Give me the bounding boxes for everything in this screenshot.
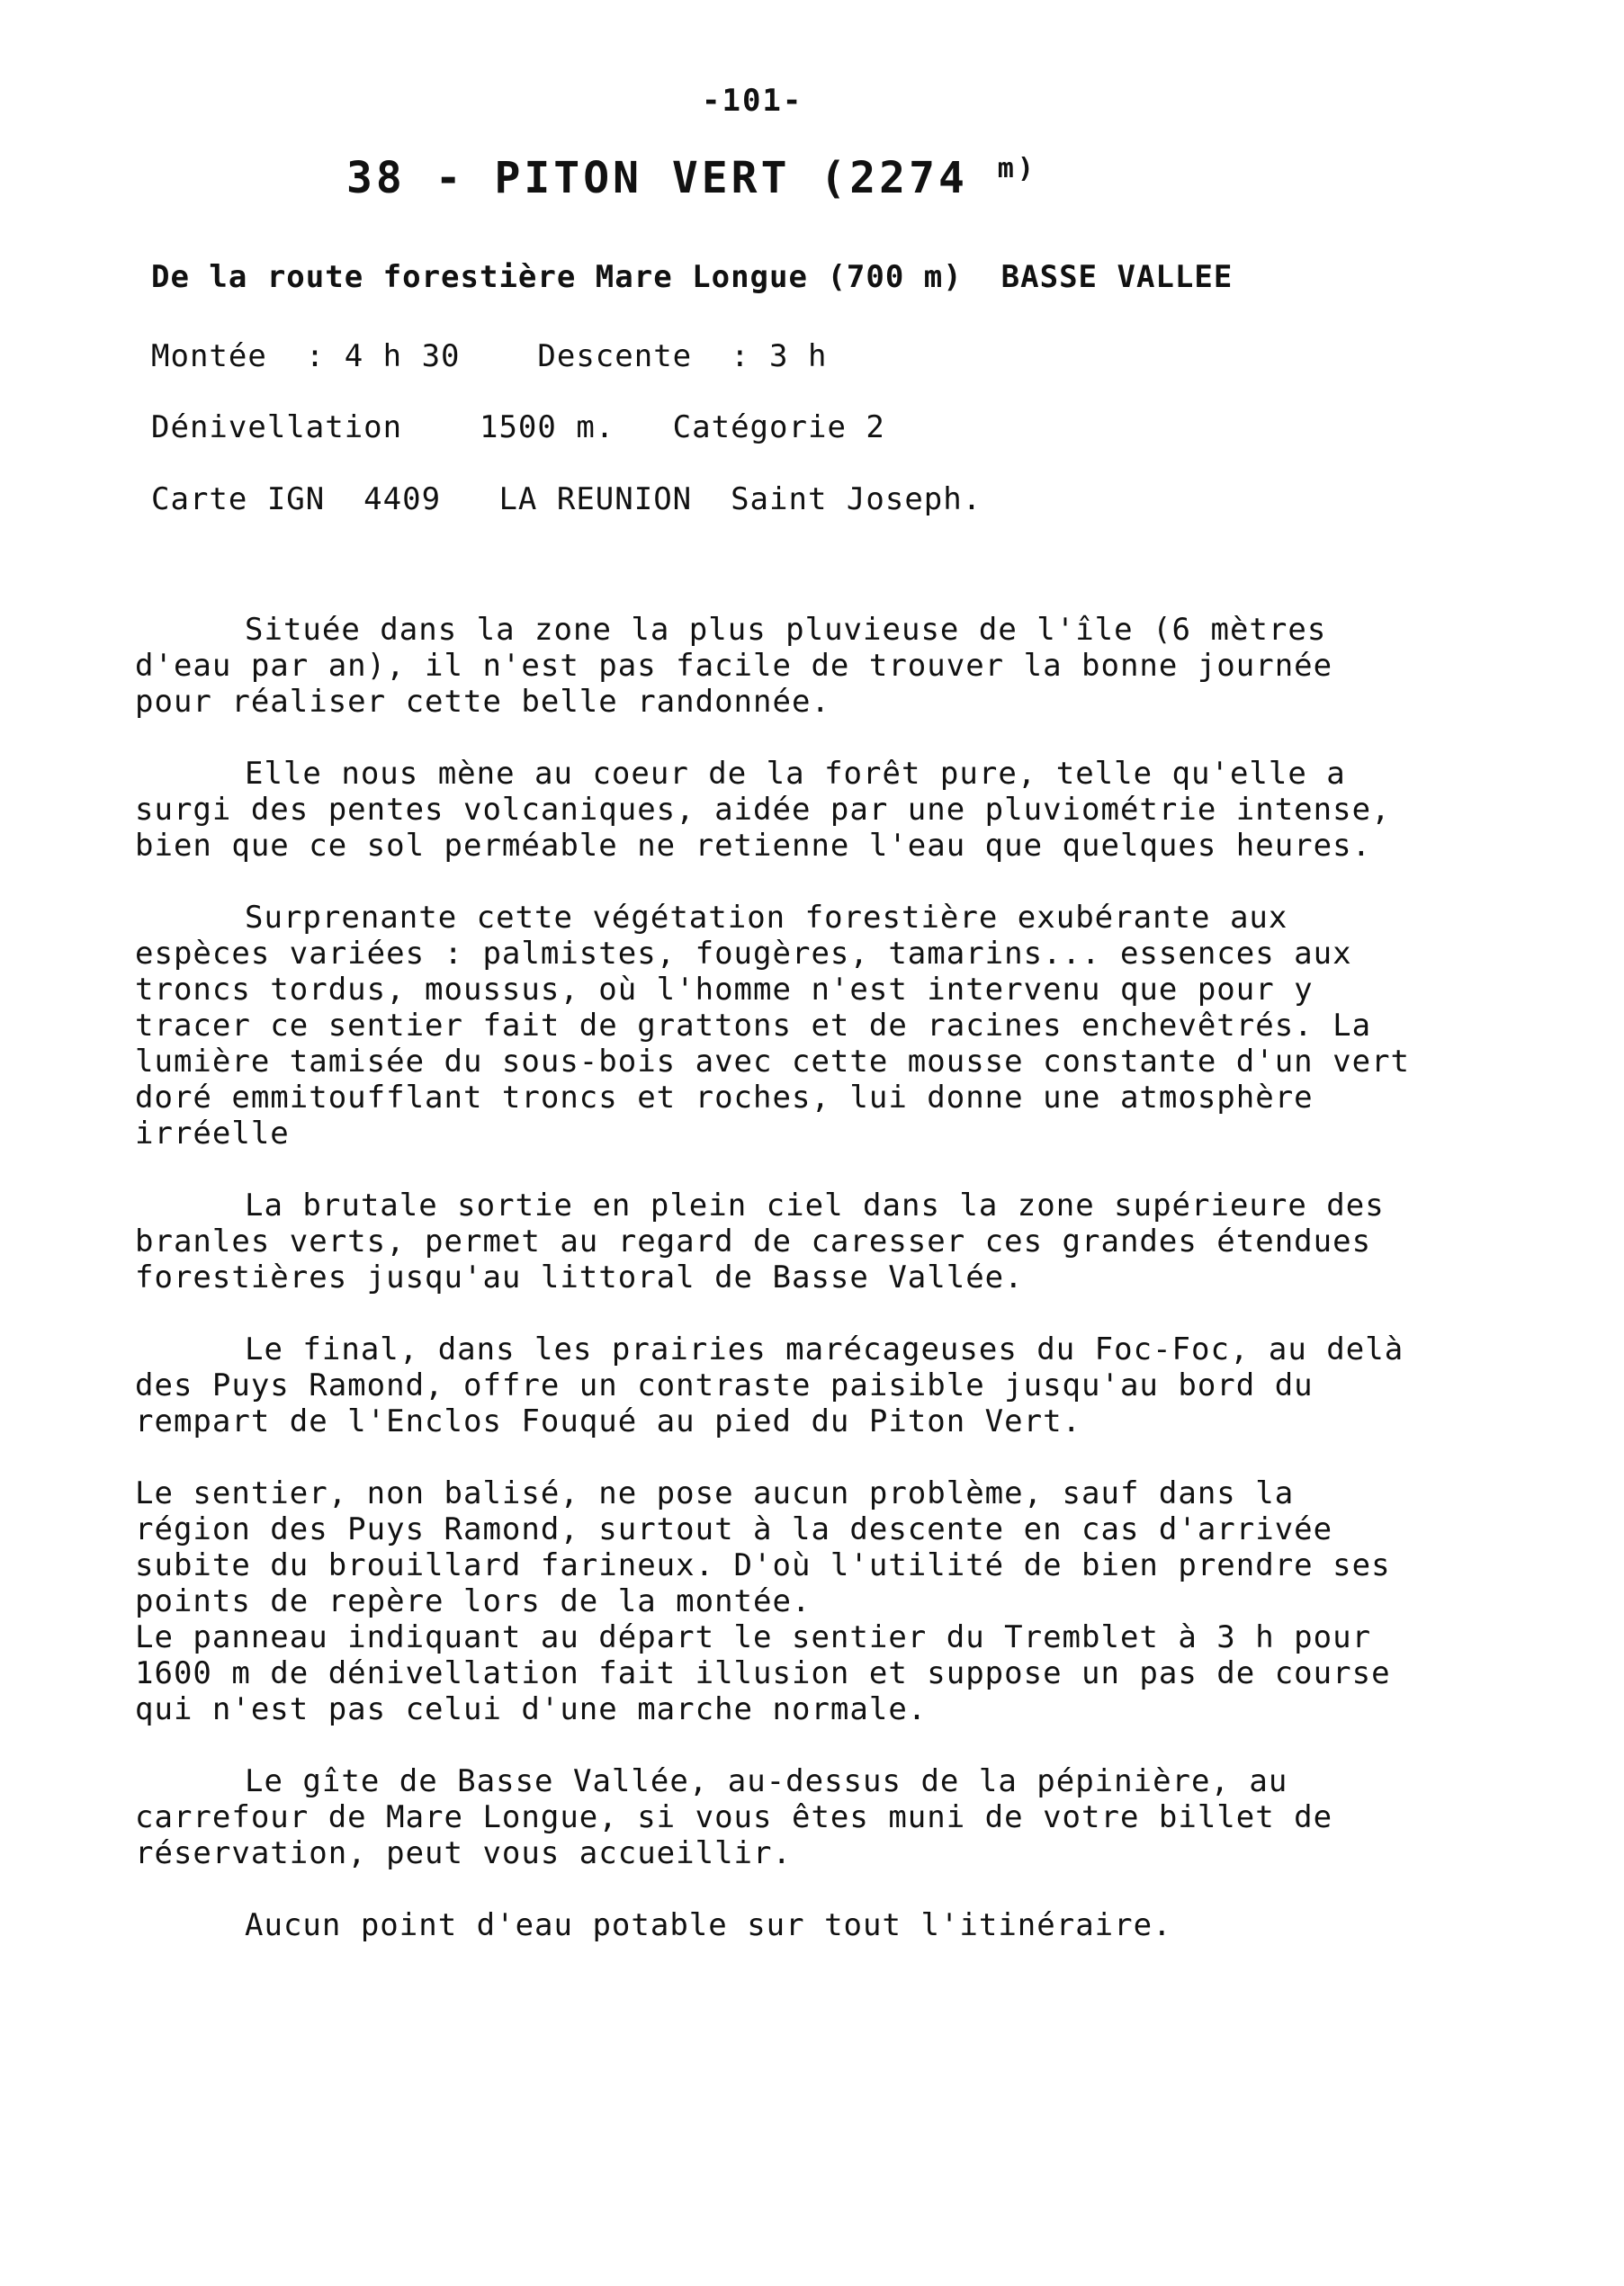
title-unit: m) — [997, 153, 1037, 184]
paragraph-exit: La brutale sortie en plein ciel dans la zone supérieure des branles verts, permet au regard de caresser ces grandes étendues forestières jusqu'au littoral de Basse Vallée. — [135, 1188, 1385, 1295]
page-title — [346, 153, 1037, 203]
page-number: -101- — [702, 83, 803, 119]
paragraph-final: Le final, dans les prairies marécageuses du Foc-Foc, au delà des Puys Ramond, offre un contraste paisible jusqu'au bord du rempart de l'Enclos Fouqué au pied du Piton Vert. — [135, 1331, 1404, 1439]
paragraph-forest: Elle nous mène au coeur de la forêt pure, telle qu'elle a surgi des pentes volcaniques, aidée par une pluviométrie intense, bien que ce sol perméable ne retienne l'eau que quelques heures. — [135, 756, 1391, 864]
map-line: Carte IGN 4409 LA REUNION Saint Joseph. — [151, 481, 982, 517]
body-text — [135, 612, 1422, 1979]
times-line: Montée : 4 h 30 Descente : 3 h — [151, 338, 828, 374]
paragraph-trail: Le sentier, non balisé, ne pose aucun problème, sauf dans la région des Puys Ramond, surtout à la descente en cas d'arrivée subite du brouillard farineux. D'où l'utilité de bien prendre ses points de repère lors de la montée. — [135, 1475, 1391, 1619]
paragraph-water: Aucun point d'eau potable sur tout l'itinéraire. — [245, 1907, 1172, 1943]
paragraph-vegetation: Surprenante cette végétation forestière exubérante aux espèces variées : palmistes, fougères, tamarins... essences aux troncs tordus, moussus, où l'homme n'est intervenu que pour y tracer ce sentier fait de grattons et de racines enchevêtrés. La lumière tamisée du sous-bois avec cette mousse constante d'un vert doré emmitoufflant troncs et roches, lui donne une atmosphère irréelle — [135, 900, 1411, 1152]
paragraph-intro: Située dans la zone la plus pluvieuse de l'île (6 mètres d'eau par an), il n'est pas facile de trouver la bonne journée pour réaliser cette belle randonnée. — [135, 612, 1333, 720]
paragraph-gite: Le gîte de Basse Vallée, au-dessus de la pépinière, au carrefour de Mare Longue, si vous êtes muni de votre billet de réservation, peut vous accueillir. — [135, 1763, 1333, 1871]
title-main: 38 - PITON VERT (2274 — [346, 153, 968, 203]
elevation-line: Dénivellation 1500 m. Catégorie 2 — [151, 409, 885, 445]
paragraph-sign: Le panneau indiquant au départ le sentier du Tremblet à 3 h pour 1600 m de dénivellation fait illusion et suppose un pas de course qui n'est pas celui d'une marche normale. — [135, 1619, 1391, 1727]
route-line: De la route forestière Mare Longue (700 m) BASSE VALLEE — [151, 259, 1234, 295]
